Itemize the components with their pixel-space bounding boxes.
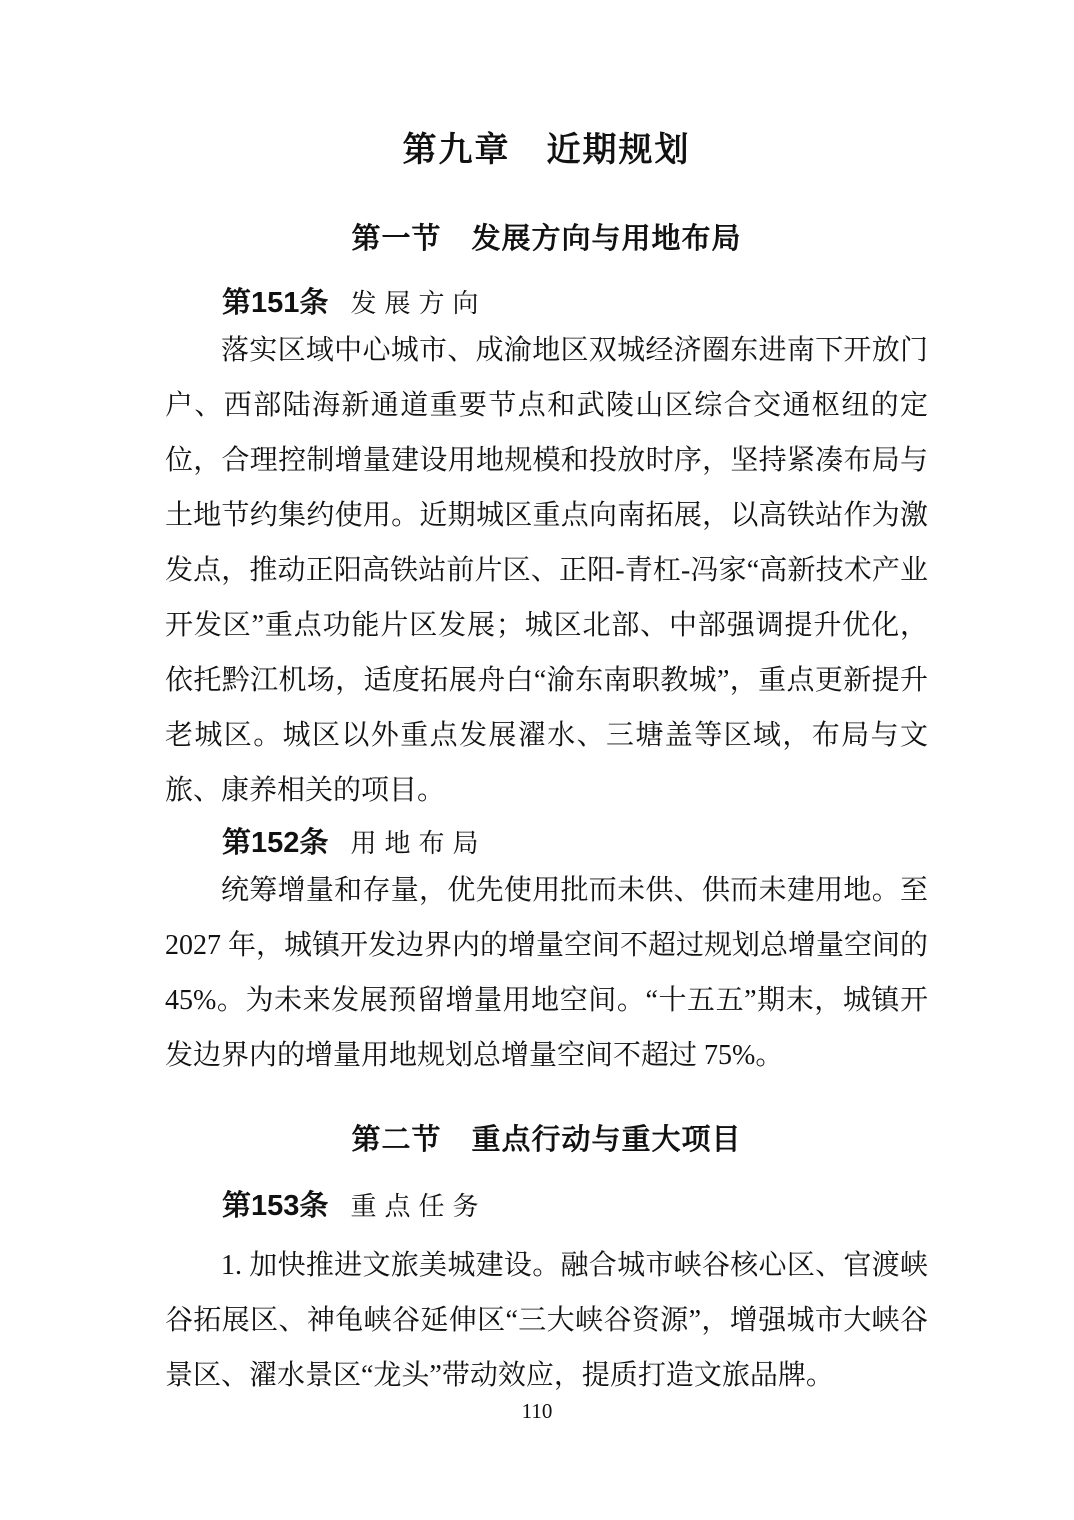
article-153-paragraph: 1. 加快推进文旅美城建设。融合城市峡谷核心区、官渡峡谷拓展区、神龟峡谷延伸区“三大峡谷资源”，增强城市大峡谷景区、濯水景区“龙头”带动效应，提质打造文旅品牌。 [165, 1250, 928, 1391]
section-2-title: 第二节 重点行动与重大项目 [351, 1124, 742, 1156]
section-1-title: 第一节 发展方向与用地布局 [351, 223, 742, 255]
article-152-paragraph: 统筹增量和存量，优先使用批而未供、供而未建用地。至 2027 年，城镇开发边界内的增量空间不超过规划总增量空间的 45%。为未来发展预留增量用地空间。“十五五”期末，城镇开发边界内的增量用地规划总增量空间不超过 75%。 [165, 875, 929, 1071]
article-152-title: 用地布局 [350, 829, 487, 858]
page-content [165, 0, 928, 1403]
article-151-number: 第151条 [222, 287, 329, 319]
article-153-number: 第153条 [222, 1190, 329, 1222]
article-152-heading [165, 824, 928, 863]
article-152-number: 第152条 [222, 827, 329, 859]
article-151-heading [165, 284, 928, 323]
article-151-title: 发展方向 [350, 289, 487, 318]
article-153-heading [165, 1187, 928, 1226]
chapter-title: 第九章 近期规划 [402, 132, 691, 169]
article-153-title: 重点任务 [350, 1192, 487, 1221]
page-number: 110 [521, 1399, 553, 1423]
article-151-paragraph: 落实区域中心城市、成渝地区双城经济圈东进南下开放门户、西部陆海新通道重要节点和武陵山区综合交通枢纽的定位，合理控制增量建设用地规模和投放时序，坚持紧凑布局与土地节约集约使用。近期城区重点向南拓展，以高铁站作为激发点，推动正阳高铁站前片区、正阳-青杠-冯家“高新技术产业开发区”重点功能片区发展；城区北部、中部强调提升优化，依托黔江机场，适度拓展舟白“渝东南职教城”，重点更新提升老城区。城区以外重点发展濯水、三塘盖等区域，布局与文旅、康养相关的项目。 [165, 335, 928, 806]
